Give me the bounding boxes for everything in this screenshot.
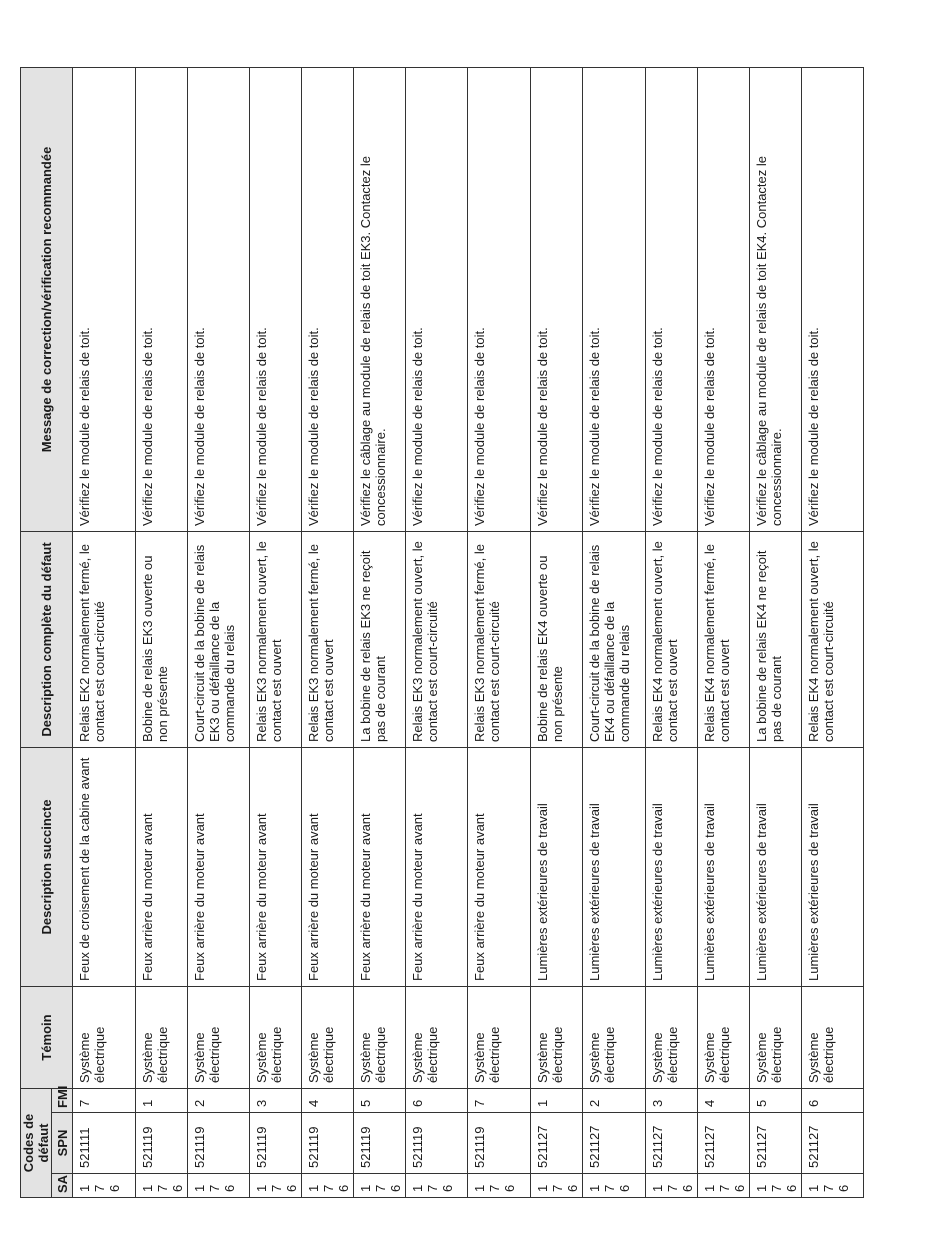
spn-cell: 521127 — [531, 1113, 583, 1174]
short-description-cell: Lumières extérieures de travail — [750, 747, 802, 986]
spn-cell: 521127 — [698, 1113, 750, 1174]
sa-cell: 176 — [468, 1174, 531, 1198]
full-description-cell: Relais EK3 normalement fermé, le contact est ouvert — [302, 531, 354, 747]
sa-header: SA — [52, 1174, 73, 1198]
indicator-cell: Système électrique — [250, 986, 302, 1088]
action-cell: Vérifiez le module de relais de toit. — [250, 67, 302, 531]
fmi-header: FMI — [52, 1088, 73, 1112]
action-cell: Vérifiez le module de relais de toit. — [531, 67, 583, 531]
indicator-cell: Système électrique — [354, 986, 406, 1088]
sa-cell: 176 — [354, 1174, 406, 1198]
spn-cell: 521119 — [468, 1113, 531, 1174]
indicator-cell: Système électrique — [698, 986, 750, 1088]
full-description-cell: Relais EK4 normalement ouvert, le contact est court-circuité — [802, 531, 864, 747]
indicator-header: Témoin — [21, 986, 73, 1088]
fmi-cell: 6 — [406, 1088, 468, 1112]
sa-cell: 176 — [583, 1174, 646, 1198]
table-header — [21, 67, 73, 1197]
fmi-cell: 7 — [73, 1088, 136, 1112]
full-description-cell: La bobine de relais EK3 ne reçoit pas de courant — [354, 531, 406, 747]
fmi-cell: 4 — [302, 1088, 354, 1112]
action-cell: Vérifiez le module de relais de toit. — [302, 67, 354, 531]
short-description-cell: Feux arrière du moteur avant — [188, 747, 250, 986]
full-description-cell: Relais EK2 normalement fermé, le contact est court-circuité — [73, 531, 136, 747]
spn-cell: 521127 — [802, 1113, 864, 1174]
short-description-cell: Feux arrière du moteur avant — [302, 747, 354, 986]
fmi-cell: 2 — [583, 1088, 646, 1112]
sa-cell: 176 — [646, 1174, 698, 1198]
fmi-cell: 5 — [354, 1088, 406, 1112]
table-body — [73, 67, 864, 1197]
action-cell: Vérifiez le câblage au module de relais de toit EK3. Contactez le concessionnaire. — [354, 67, 406, 531]
short-description-cell: Lumières extérieures de travail — [646, 747, 698, 986]
table-row — [136, 67, 188, 1197]
table-row — [646, 67, 698, 1197]
fault-code-table — [20, 67, 864, 1198]
spn-cell: 521119 — [188, 1113, 250, 1174]
table-row — [302, 67, 354, 1197]
spn-cell: 521119 — [250, 1113, 302, 1174]
sa-cell: 176 — [750, 1174, 802, 1198]
indicator-cell: Système électrique — [468, 986, 531, 1088]
full-description-cell: Relais EK4 normalement fermé, le contact est ouvert — [698, 531, 750, 747]
short-description-cell: Feux arrière du moteur avant — [250, 747, 302, 986]
sa-cell: 176 — [188, 1174, 250, 1198]
spn-header: SPN — [52, 1113, 73, 1174]
spn-cell: 521127 — [583, 1113, 646, 1174]
table-row — [73, 67, 136, 1197]
table-row — [698, 67, 750, 1197]
sa-cell: 176 — [802, 1174, 864, 1198]
action-cell: Vérifiez le module de relais de toit. — [468, 67, 531, 531]
short-description-cell: Feux arrière du moteur avant — [136, 747, 188, 986]
full-description-cell: Court-circuit de la bobine de relais EK3 ou défaillance de la commande du relais — [188, 531, 250, 747]
spn-cell: 521119 — [354, 1113, 406, 1174]
full-description-cell: Relais EK4 normalement ouvert, le contact est ouvert — [646, 531, 698, 747]
indicator-cell: Système électrique — [302, 986, 354, 1088]
fmi-cell: 3 — [250, 1088, 302, 1112]
fmi-cell: 3 — [646, 1088, 698, 1112]
indicator-cell: Système électrique — [646, 986, 698, 1088]
short-description-cell: Feux de croisement de la cabine avant — [73, 747, 136, 986]
action-cell: Vérifiez le module de relais de toit. — [406, 67, 468, 531]
full-description-cell: Relais EK3 normalement ouvert, le contact est court-circuité — [406, 531, 468, 747]
spn-cell: 521127 — [750, 1113, 802, 1174]
action-cell: Vérifiez le module de relais de toit. — [188, 67, 250, 531]
short-description-cell: Lumières extérieures de travail — [583, 747, 646, 986]
table-row — [354, 67, 406, 1197]
fmi-cell: 5 — [750, 1088, 802, 1112]
action-cell: Vérifiez le module de relais de toit. — [583, 67, 646, 531]
action-cell: Vérifiez le module de relais de toit. — [646, 67, 698, 531]
table-row — [250, 67, 302, 1197]
rotated-page — [20, 68, 851, 1198]
full-description-cell: Court-circuit de la bobine de relais EK4 ou défaillance de la commande du relais — [583, 531, 646, 747]
table-row — [531, 67, 583, 1197]
spn-cell: 521127 — [646, 1113, 698, 1174]
action-cell: Vérifiez le module de relais de toit. — [73, 67, 136, 531]
sa-cell: 176 — [531, 1174, 583, 1198]
indicator-cell: Système électrique — [583, 986, 646, 1088]
spn-cell: 521119 — [406, 1113, 468, 1174]
table-row — [406, 67, 468, 1197]
fault-codes-header: Codes de défaut — [21, 1088, 52, 1197]
fmi-cell: 6 — [802, 1088, 864, 1112]
full-description-cell: La bobine de relais EK4 ne reçoit pas de courant — [750, 531, 802, 747]
fmi-cell: 1 — [136, 1088, 188, 1112]
short-description-cell: Lumières extérieures de travail — [531, 747, 583, 986]
short-description-cell: Lumières extérieures de travail — [802, 747, 864, 986]
action-cell: Vérifiez le câblage au module de relais de toit EK4. Contactez le concessionnaire. — [750, 67, 802, 531]
full-description-cell: Relais EK3 normalement fermé, le contact est court-circuité — [468, 531, 531, 747]
short-description-cell: Feux arrière du moteur avant — [406, 747, 468, 986]
table-row — [188, 67, 250, 1197]
fmi-cell: 7 — [468, 1088, 531, 1112]
fmi-cell: 2 — [188, 1088, 250, 1112]
full-description-cell: Relais EK3 normalement ouvert, le contact est ouvert — [250, 531, 302, 747]
short-description-cell: Lumières extérieures de travail — [698, 747, 750, 986]
indicator-cell: Système électrique — [802, 986, 864, 1088]
spn-cell: 521119 — [302, 1113, 354, 1174]
action-header: Message de correction/vérification recommandée — [21, 67, 73, 531]
sa-cell: 176 — [302, 1174, 354, 1198]
table-row — [750, 67, 802, 1197]
indicator-cell: Système électrique — [406, 986, 468, 1088]
action-cell: Vérifiez le module de relais de toit. — [136, 67, 188, 531]
spn-cell: 521119 — [136, 1113, 188, 1174]
table-row — [468, 67, 531, 1197]
indicator-cell: Système électrique — [188, 986, 250, 1088]
spn-cell: 521111 — [73, 1113, 136, 1174]
full-description-header: Description complète du défaut — [21, 531, 73, 747]
sa-cell: 176 — [73, 1174, 136, 1198]
sa-cell: 176 — [406, 1174, 468, 1198]
indicator-cell: Système électrique — [73, 986, 136, 1088]
table-row — [583, 67, 646, 1197]
table-row — [802, 67, 864, 1197]
full-description-cell: Bobine de relais EK3 ouverte ou non présente — [136, 531, 188, 747]
fmi-cell: 4 — [698, 1088, 750, 1112]
action-cell: Vérifiez le module de relais de toit. — [698, 67, 750, 531]
short-description-cell: Feux arrière du moteur avant — [468, 747, 531, 986]
indicator-cell: Système électrique — [750, 986, 802, 1088]
sa-cell: 176 — [136, 1174, 188, 1198]
fmi-cell: 1 — [531, 1088, 583, 1112]
action-cell: Vérifiez le module de relais de toit. — [802, 67, 864, 531]
sa-cell: 176 — [250, 1174, 302, 1198]
short-description-cell: Feux arrière du moteur avant — [354, 747, 406, 986]
indicator-cell: Système électrique — [136, 986, 188, 1088]
short-description-header: Description succincte — [21, 747, 73, 986]
indicator-cell: Système électrique — [531, 986, 583, 1088]
full-description-cell: Bobine de relais EK4 ouverte ou non présente — [531, 531, 583, 747]
sa-cell: 176 — [698, 1174, 750, 1198]
